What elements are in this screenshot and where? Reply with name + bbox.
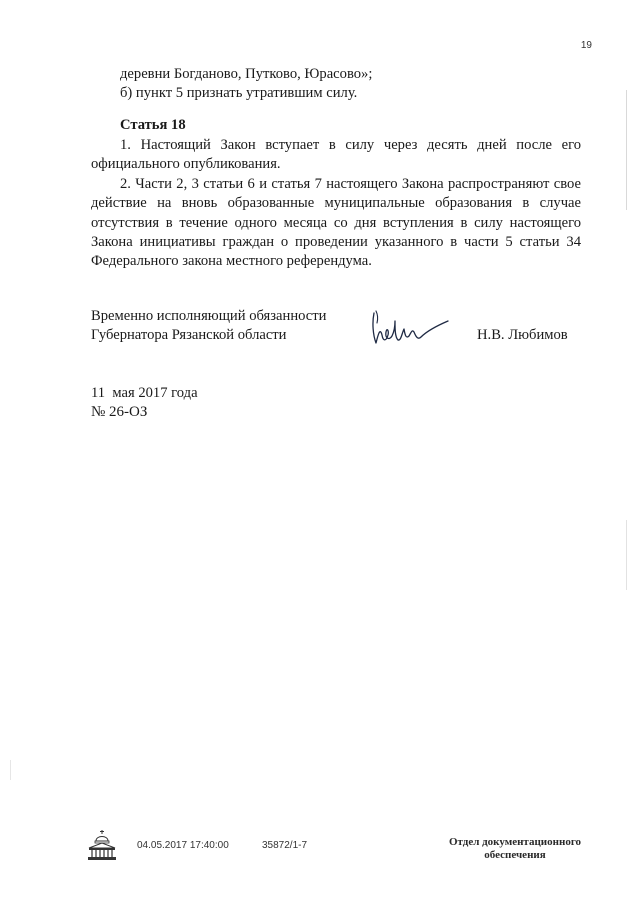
page-number: 19 <box>580 40 592 51</box>
article-18-paragraph-2: 2. Части 2, 3 статьи 6 и статья 7 настоящего Закона распространяют свое действие на вновь образованные муниципальные образования в случае отсутствия в течение одного месяца со дня вступления в силу настоящего Закона инициативы граждан о проведении указанного в части 5 статьи 34 Федерального закона местного референдума. <box>91 175 581 270</box>
enactment-block <box>91 384 198 422</box>
footer-timestamp: 04.05.2017 17:40:00 <box>137 840 229 851</box>
footer-department-line-2: обеспечения <box>484 849 546 861</box>
footer-department-line-1: Отдел документационного <box>448 836 582 848</box>
continuation-line-1: деревни Богданово, Путково, Юрасово»; <box>120 66 373 82</box>
footer-department-stamp <box>430 836 600 862</box>
article-18-body <box>91 136 581 272</box>
signer-name: Н.В. Любимов <box>477 327 568 343</box>
article-18-paragraph-1: 1. Настоящий Закон вступает в силу через десять дней после его официального опубликования. <box>91 137 581 173</box>
scan-edge-line <box>626 520 627 590</box>
continuation-text <box>91 65 581 104</box>
law-number: № 26-ОЗ <box>91 404 148 420</box>
signatory-title <box>91 307 326 346</box>
signatory-title-line-1: Временно исполняющий обязанности <box>91 308 327 324</box>
article-18-title: Статья 18 <box>120 117 186 133</box>
handwritten-signature <box>368 305 458 349</box>
continuation-line-2: б) пункт 5 признать утратившим силу. <box>120 85 358 102</box>
scan-edge-line <box>10 760 11 780</box>
duma-building-icon <box>85 828 119 862</box>
footer-registration-number: 35872/1-7 <box>262 840 308 851</box>
signatory-title-line-2: Губернатора Рязанской области <box>91 327 287 344</box>
scan-edge-line <box>626 90 627 210</box>
enactment-date: 11 мая 2017 года <box>91 385 198 401</box>
